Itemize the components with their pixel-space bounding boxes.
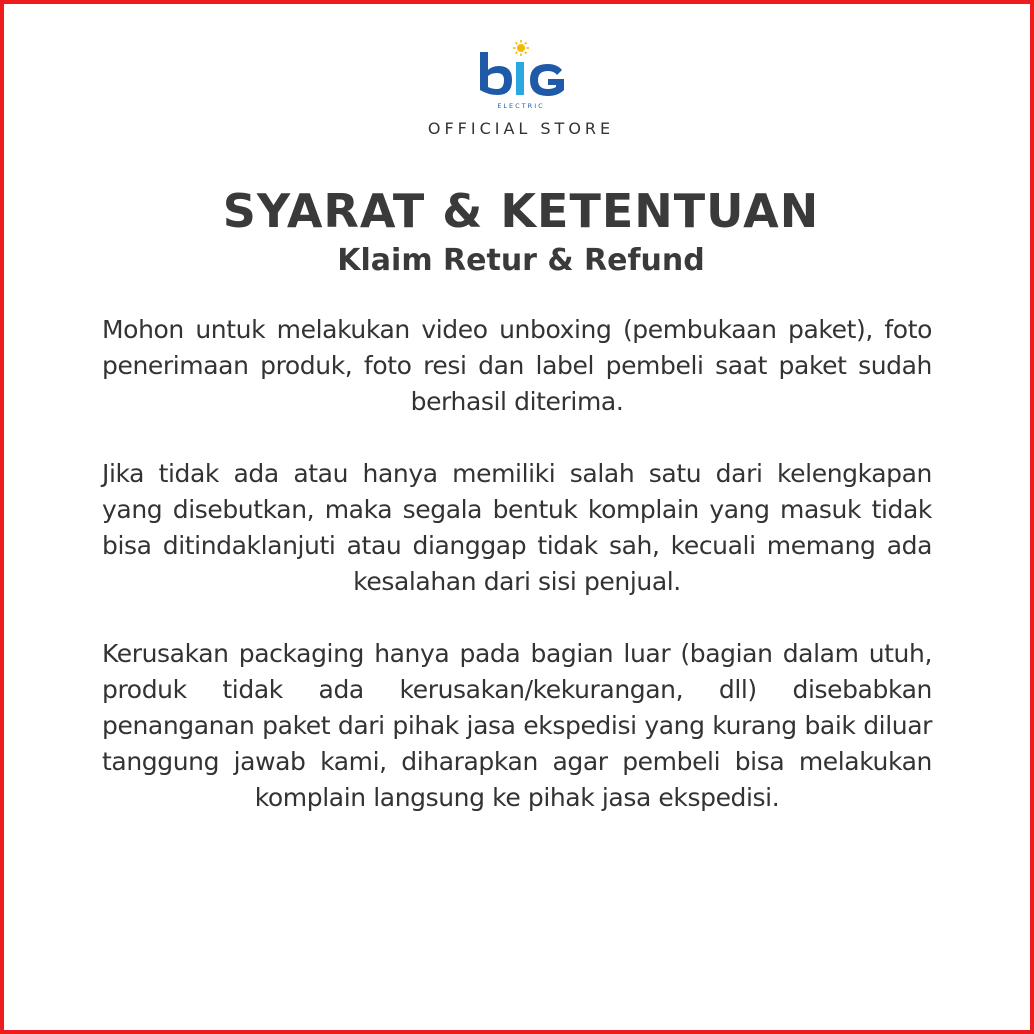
- official-store-label: OFFICIAL STORE: [427, 119, 615, 138]
- page-title: SYARAT & KETENTUAN: [222, 184, 820, 238]
- page-subtitle: Klaim Retur & Refund: [337, 243, 705, 278]
- big-electric-logo-icon: [466, 40, 576, 112]
- terms-paragraph-completeness: Jika tidak ada atau hanya memiliki salah satu dari kelengkapan yang disebutkan, maka segala bentuk komplain yang masuk tidak bisa ditindaklanjuti atau dianggap tidak sah, kecuali memang ada kesalahan dari sisi penjual.: [102, 459, 932, 596]
- sun-icon: [513, 40, 529, 56]
- terms-body: [102, 312, 932, 852]
- svg-text:ELECTRIC: ELECTRIC: [497, 102, 545, 110]
- terms-paragraph-packaging: Kerusakan packaging hanya pada bagian luar (bagian dalam utuh, produk tidak ada kerusakan/kekurangan, dll) disebabkan penanganan paket dari pihak jasa ekspedisi yang kurang baik diluar tanggung jawab kami, diharapkan agar pembeli bisa melakukan komplain langsung ke pihak jasa ekspedisi.: [102, 639, 932, 812]
- brand-logo: [466, 40, 576, 112]
- terms-paragraph-unboxing: Mohon untuk melakukan video unboxing (pembukaan paket), foto penerimaan produk, foto resi dan label pembeli saat paket sudah berhasil diterima.: [102, 315, 932, 416]
